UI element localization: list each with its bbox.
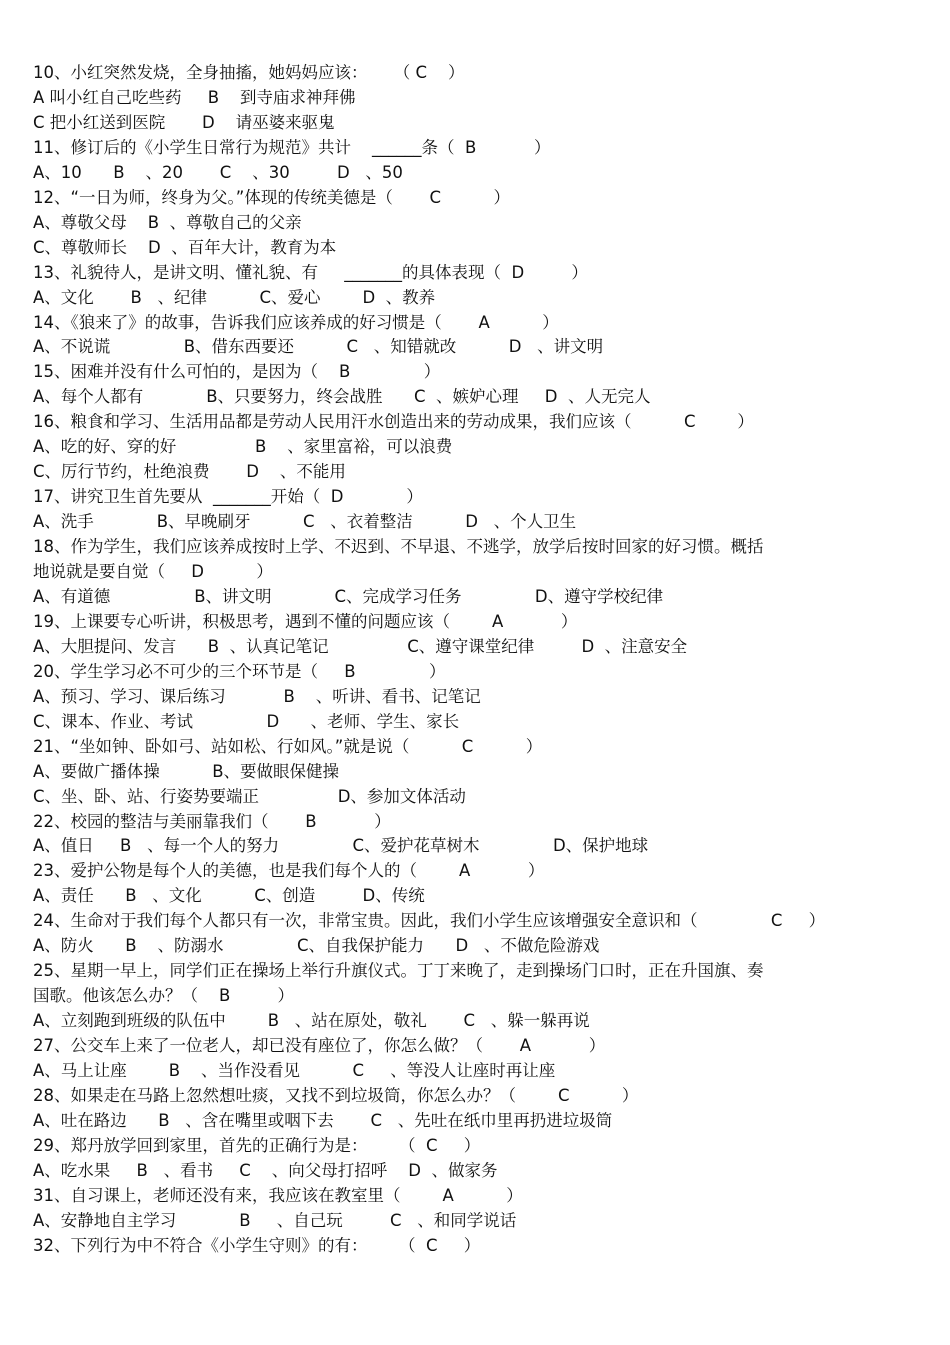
text-line: C、尊敬师长 D 、百年大计，教育为本 [33, 237, 337, 257]
text-line: A、安静地自主学习 B 、自己玩 C 、和同学说话 [33, 1210, 517, 1230]
text-line: 31、自习课上，老师还没有来，我应该在教室里（ A ） [33, 1185, 523, 1205]
text-line: A、防火 B 、防溺水 C、自我保护能力 D 、不做危险游戏 [33, 936, 600, 956]
text-line: 20、学生学习必不可少的三个环节是（ B ） [33, 661, 446, 681]
text-line: C、课本、作业、考试 D 、老师、学生、家长 [33, 711, 460, 731]
text-line: 15、困难并没有什么可怕的，是因为（ B ） [33, 362, 441, 382]
text-line: 国歌。他该怎么办？（ B ） [33, 986, 295, 1006]
text-line: 28、如果走在马路上忽然想吐痰，又找不到垃圾筒，你怎么办？（ C ） [33, 1085, 639, 1105]
text-line: 16、粮食和学习、生活用品都是劳动人民用汗水创造出来的劳动成果，我们应该（ C ） [33, 412, 754, 432]
text-line: A、洗手 B、早晚刷牙 C 、衣着整洁 D 、个人卫生 [33, 512, 577, 532]
text-line: C、坐、卧、站、行姿势要端正 D、参加文体活动 [33, 786, 466, 806]
text-line: A、有道德 B、讲文明 C、完成学习任务 D、遵守学校纪律 [33, 586, 664, 606]
text-line: A、尊敬父母 B 、尊敬自己的父亲 [33, 212, 302, 232]
text-line: A、大胆提问、发言 B 、认真记笔记 C、遵守课堂纪律 D 、注意安全 [33, 636, 688, 656]
text-line: A 叫小红自己吃些药 B 到寺庙求神拜佛 [33, 87, 356, 107]
text-line: 19、上课要专心听讲，积极思考，遇到不懂的问题应该（ A ） [33, 611, 578, 631]
text-line: C、厉行节约，杜绝浪费 D 、不能用 [33, 462, 346, 482]
text-line: 17、讲究卫生首先要从 _______开始（ D ） [33, 487, 423, 507]
text-line: A、吃的好、穿的好 B 、家里富裕，可以浪费 [33, 437, 453, 457]
text-line: A、10 B 、20 C 、30 D 、50 [33, 162, 403, 182]
text-line: 24、生命对于我们每个人都只有一次，非常宝贵。因此，我们小学生应该增强安全意识和（ C ） [33, 911, 826, 931]
text-line: 11、修订后的《小学生日常行为规范》共计 ______条（ B ） [33, 137, 551, 157]
text-line: 12、“一日为师，终身为父。”体现的传统美德是（ C ） [33, 187, 511, 207]
text-line: 18、作为学生，我们应该养成按时上学、不迟到、不早退、不逃学，放学后按时回家的好习惯。概括 [33, 537, 764, 557]
text-line: A、要做广播体操 B、要做眼保健操 [33, 761, 340, 781]
text-line: 22、校园的整洁与美丽靠我们（ B ） [33, 811, 391, 831]
text-line: 27、公交车上来了一位老人，却已没有座位了，你怎么做？（ A ） [33, 1036, 606, 1056]
text-line: 25、星期一早上，同学们正在操场上举行升旗仪式。丁丁来晚了，走到操场门口时，正在升国旗、奏 [33, 961, 764, 981]
text-line: C 把小红送到医院 D 请巫婆来驱鬼 [33, 112, 335, 132]
text-line: A、立刻跑到班级的队伍中 B 、站在原处，敬礼 C 、躲一躲再说 [33, 1011, 590, 1031]
text-line: A、吃水果 B 、看书 C 、向父母打招呼 D 、做家务 [33, 1160, 498, 1180]
text-line: A、文化 B 、纪律 C、爱心 D 、教养 [33, 287, 436, 307]
text-line: A、值日 B 、每一个人的努力 C、爱护花草树木 D、保护地球 [33, 836, 649, 856]
text-line: A、预习、学习、课后练习 B 、听讲、看书、记笔记 [33, 686, 481, 706]
text-line: 29、郑丹放学回到家里，首先的正确行为是： （ C ） [33, 1135, 481, 1155]
text-line: 21、“坐如钟、卧如弓、站如松、行如风。”就是说（ C ） [33, 736, 543, 756]
text-line: 23、爱护公物是每个人的美德，也是我们每个人的（ A ） [33, 861, 545, 881]
text-line: A、马上让座 B 、当作没看见 C 、等没人让座时再让座 [33, 1061, 556, 1080]
text-line: A、责任 B 、文化 C、创造 D、传统 [33, 886, 425, 906]
text-line: 地说就是要自觉（ D ） [33, 562, 273, 581]
text-line: 10、小红突然发烧，全身抽搐，她妈妈应该： （ C ） [33, 63, 465, 82]
text-line: A、不说谎 B、借东西要还 C 、知错就改 D 、讲文明 [33, 337, 604, 357]
text-line: A、每个人都有 B、只要努力，终会战胜 C 、嫉妒心理 D 、人无完人 [33, 387, 651, 407]
text-line: 32、下列行为中不符合《小学生守则》的有： （ C ） [33, 1235, 481, 1255]
text-line: 14、《狼来了》的故事，告诉我们应该养成的好习惯是（ A ） [33, 312, 559, 332]
text-line: A、吐在路边 B 、含在嘴里或咽下去 C 、先吐在纸巾里再扔进垃圾筒 [33, 1110, 613, 1130]
text-line: 13、礼貌待人，是讲文明、懂礼貌、有 _______的具体表现（ D ） [33, 262, 588, 282]
